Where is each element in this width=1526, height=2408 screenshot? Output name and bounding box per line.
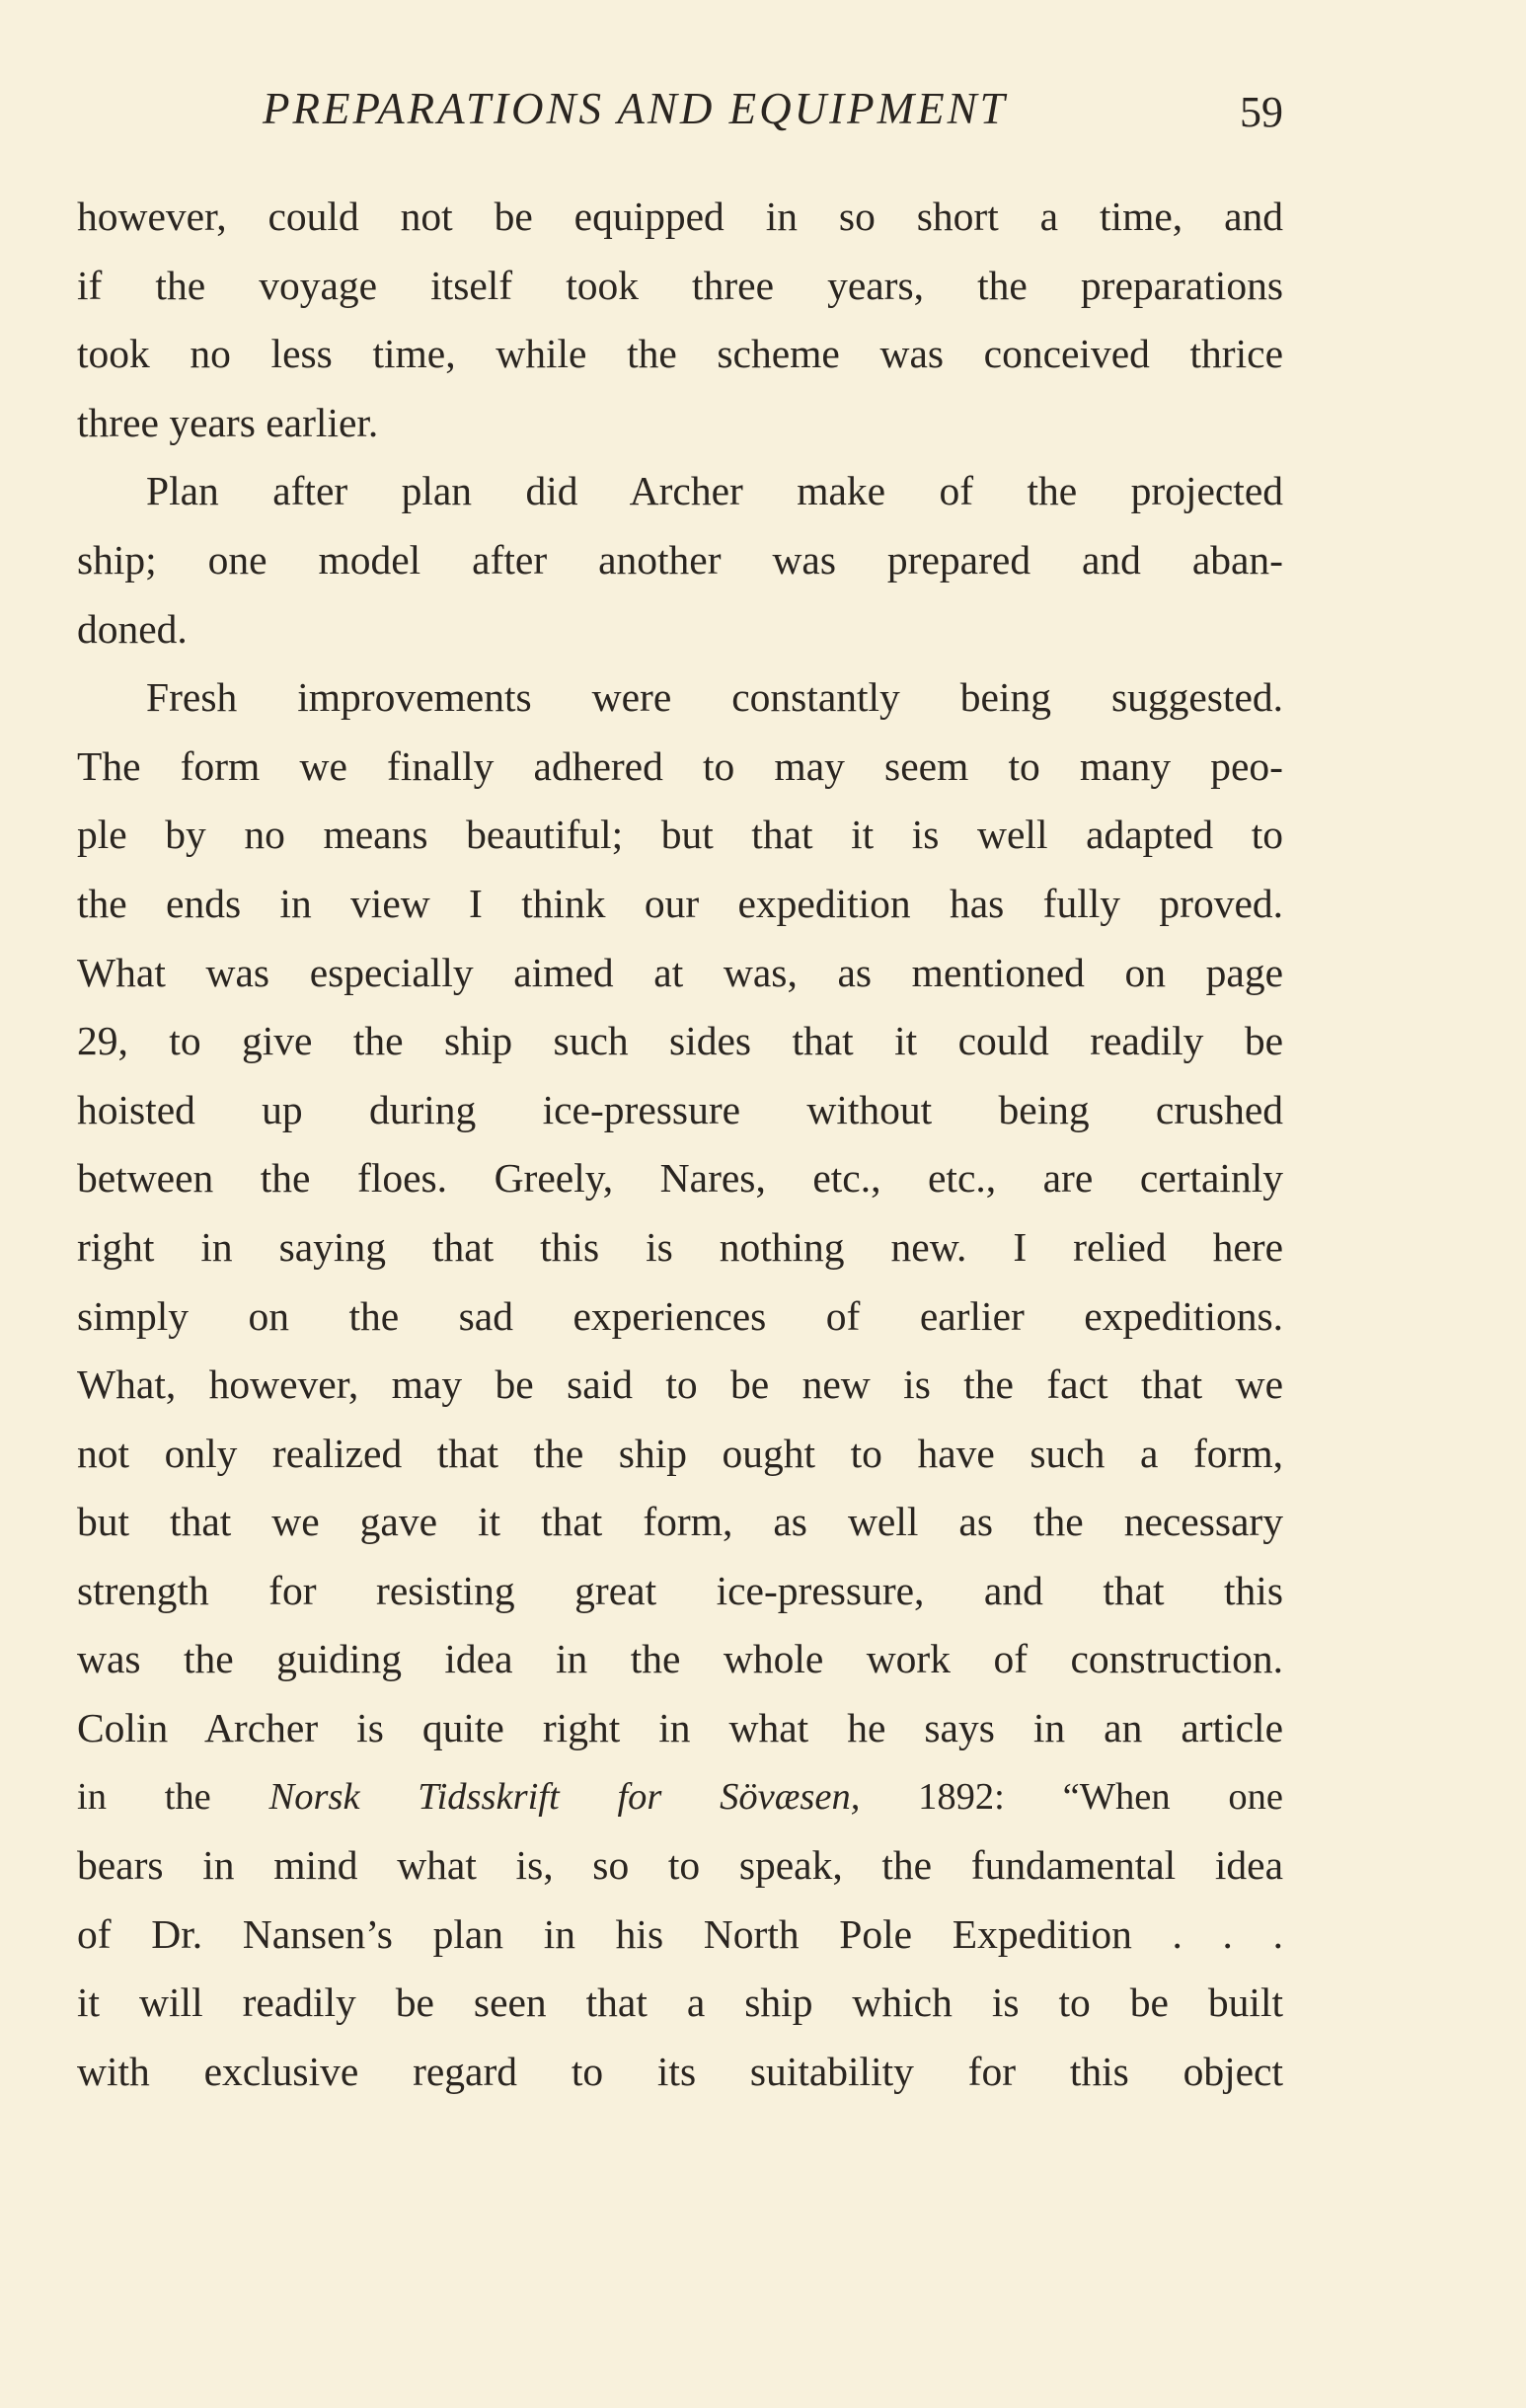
text-line: with exclusive regard to its suitability for this object (77, 2049, 1283, 2095)
text-line: bears in mind what is, so to speak, the fundamental idea (77, 1842, 1283, 1889)
text-line: simply on the sad experiences of earlier expeditions. (77, 1292, 1283, 1339)
periodical-title: Norsk Tidsskrift for Sövæsen, (268, 1775, 861, 1818)
paragraph-first-line: Plan after plan did Archer make of the projected (146, 468, 1283, 514)
text-line: of Dr. Nansen’s plan in his North Pole Expedition . . . (77, 1910, 1283, 1957)
text-line: ple by no means beautiful; but that it is well adapted to (77, 812, 1283, 858)
running-head (77, 79, 1283, 148)
text-line: What, however, may be said to be new is the fact that we (77, 1361, 1283, 1408)
text-line: but that we gave it that form, as well as the necessary (77, 1499, 1283, 1545)
text-line: strength for resisting great ice-pressure, and that this (77, 1567, 1283, 1613)
text-line: it will readily be seen that a ship which is to be built (77, 1980, 1283, 2026)
text-fragment: 1892: “When one (918, 1775, 1283, 1818)
text-line: 29, to give the ship such sides that it could readily be (77, 1018, 1283, 1064)
text-line: hoisted up during ice-pressure without being crushed (77, 1086, 1283, 1132)
text-line: not only realized that the ship ought to have such a form, (77, 1430, 1283, 1476)
body-text (77, 183, 1283, 2107)
text-line: doned. (77, 605, 188, 652)
text-line: The form we finally adhered to may seem to many peo- (77, 742, 1283, 789)
paragraph-first-line: Fresh improvements were constantly being suggested. (146, 674, 1283, 721)
text-line: three years earlier. (77, 399, 379, 445)
text-line: Colin Archer is quite right in what he says in an article (77, 1705, 1283, 1751)
text-line: was the guiding idea in the whole work of construction. (77, 1636, 1283, 1682)
text-line: if the voyage itself took three years, the preparations (77, 262, 1283, 308)
text-line: right in saying that this is nothing new. I relied here (77, 1223, 1283, 1270)
text-line: between the floes. Greely, Nares, etc., etc., are certainly (77, 1155, 1283, 1202)
page-number: 59 (1240, 88, 1283, 136)
running-title: PREPARATIONS AND EQUIPMENT (263, 84, 1008, 133)
text-line-with-title (77, 1763, 1283, 1832)
text-fragment: in the (77, 1775, 211, 1818)
text-line: took no less time, while the scheme was conceived thrice (77, 331, 1283, 377)
text-line: ship; one model after another was prepared and aban- (77, 536, 1283, 583)
text-line: What was especially aimed at was, as mentioned on page (77, 949, 1283, 995)
text-line: the ends in view I think our expedition has fully proved. (77, 880, 1283, 926)
text-line: however, could not be equipped in so short a time, and (77, 194, 1283, 239)
